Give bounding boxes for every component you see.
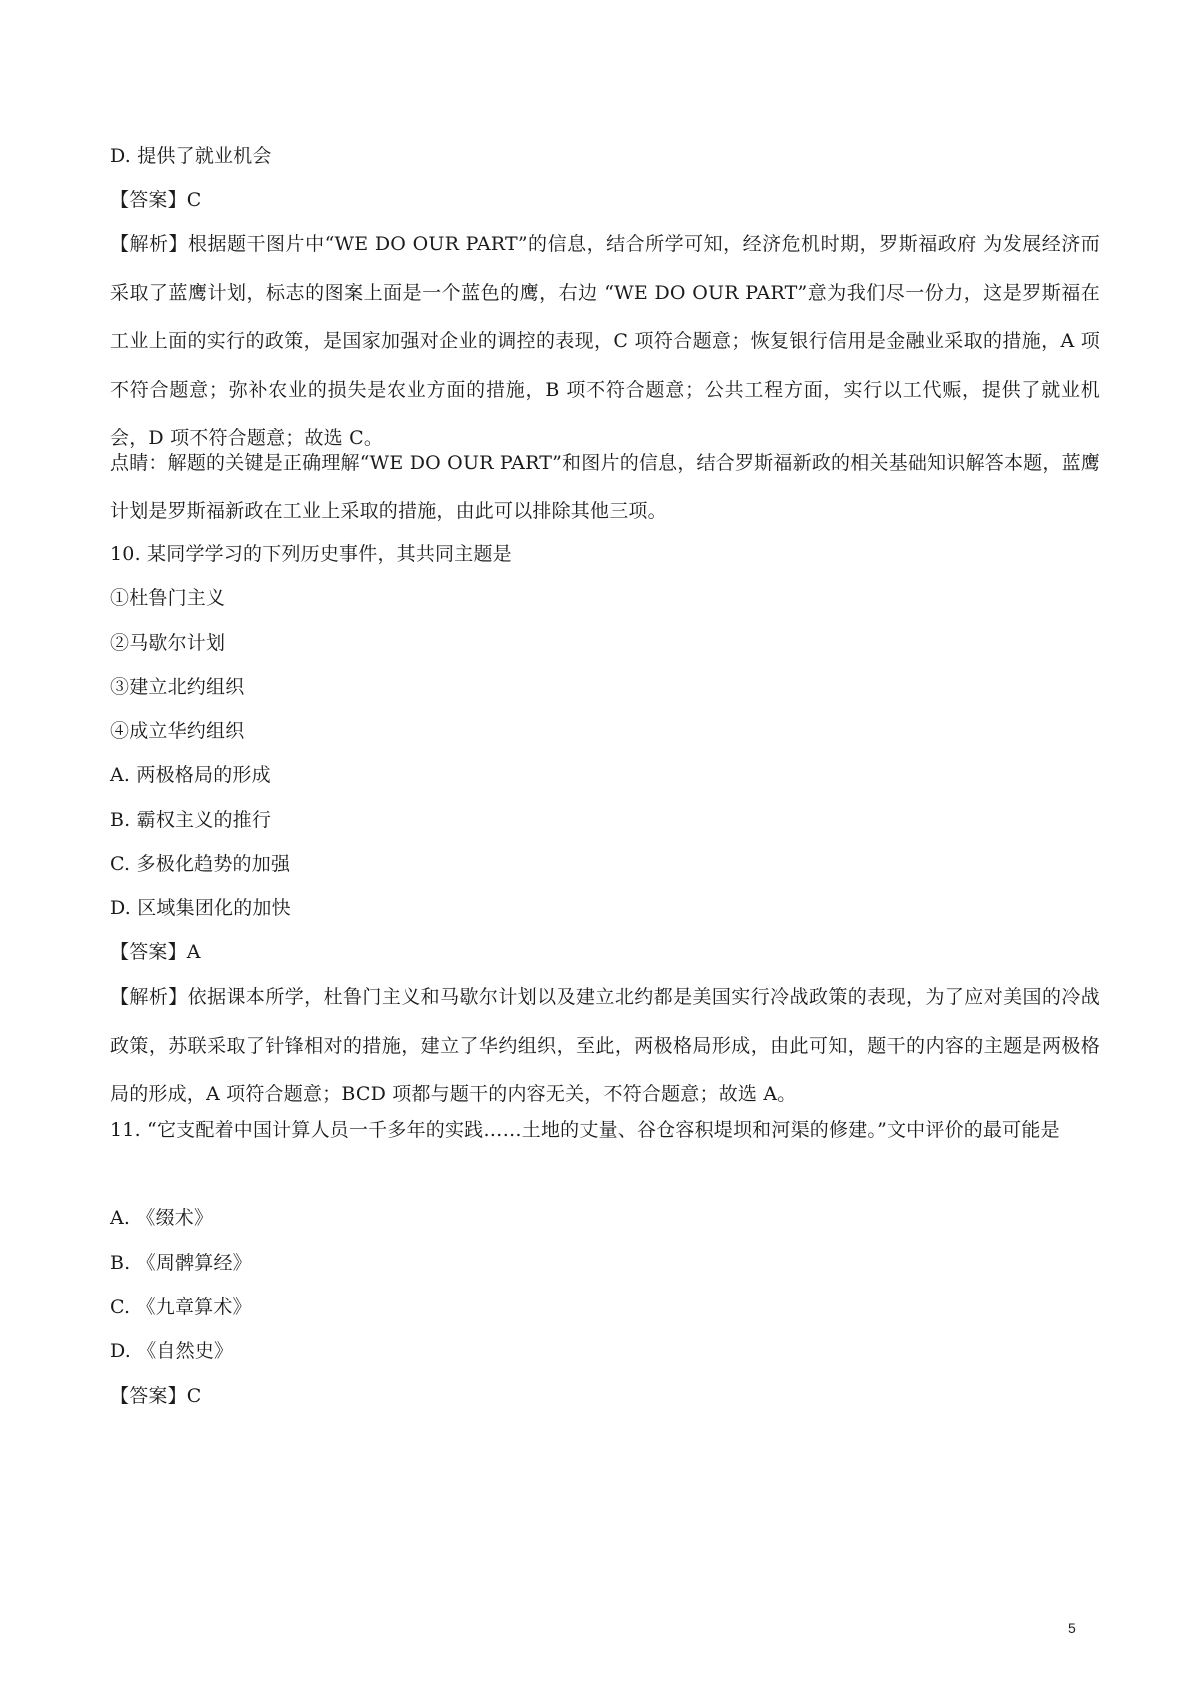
q10-option-a: A. 两极格局的形成 bbox=[110, 764, 271, 786]
q10-answer: 【答案】A bbox=[110, 941, 201, 963]
q10-option-b: B. 霸权主义的推行 bbox=[110, 809, 272, 831]
q9-option-d: D. 提供了就业机会 bbox=[110, 145, 272, 167]
q11-option-a: A. 《缀术》 bbox=[110, 1207, 214, 1229]
q11-option-c: C. 《九章算术》 bbox=[110, 1296, 252, 1318]
q9-tip: 点睛：解题的关键是正确理解“WE DO OUR PART”和图片的信息，结合罗斯福新政的相关基础知识解答本题，蓝鹰计划是罗斯福新政在工业上采取的措施，由此可以排除其他三项。 bbox=[110, 452, 1100, 522]
q10-option-c: C. 多极化趋势的加强 bbox=[110, 853, 291, 875]
q9-answer: 【答案】C bbox=[110, 189, 202, 211]
q10-item-3: ③建立北约组织 bbox=[110, 676, 245, 698]
q10-item-2: ②马歇尔计划 bbox=[110, 632, 226, 654]
q10-stem: 10. 某同学学习的下列历史事件，其共同主题是 bbox=[110, 543, 512, 565]
q11-option-b: B. 《周髀算经》 bbox=[110, 1252, 252, 1274]
q11-stem: 11. “它支配着中国计算人员一千多年的实践……土地的丈量、谷仓容积堤坝和河渠的修建。”文中评价的最可能是 bbox=[110, 1119, 1060, 1141]
q10-analysis: 【解析】依据课本所学，杜鲁门主义和马歇尔计划以及建立北约都是美国实行冷战政策的表现，为了应对美国的冷战政策，苏联采取了针锋相对的措施，建立了华约组织，至此，两极格局形成，由此可知，题干的内容的主题是两极格局的形成，A 项符合题意；BCD 项都与题干的内容无关，不符合题意；故选 A。 bbox=[110, 986, 1100, 1105]
q11-option-d: D. 《自然史》 bbox=[110, 1340, 234, 1362]
page-number: 5 bbox=[1068, 1620, 1076, 1636]
document-page bbox=[110, 0, 1100, 1698]
q10-item-4: ④成立华约组织 bbox=[110, 720, 245, 742]
q10-option-d: D. 区域集团化的加快 bbox=[110, 897, 291, 919]
q10-item-1: ①杜鲁门主义 bbox=[110, 587, 226, 609]
q11-answer: 【答案】C bbox=[110, 1385, 202, 1407]
q9-analysis: 【解析】根据题干图片中“WE DO OUR PART”的信息，结合所学可知，经济危机时期，罗斯福政府 为发展经济而采取了蓝鹰计划，标志的图案上面是一个蓝色的鹰，右边 “WE DO OUR PART”意为我们尽一份力，这是罗斯福在工业上面的实行的政策，是国家加强对企业的调控的表现，C 项符合题意；恢复银行信用是金融业采取的措施，A 项不符合题意；弥补农业的损失是农业方面的措施，B 项不符合题意；公共工程方面，实行以工代赈，提供了就业机会，D 项不符合题意；故选 C。 bbox=[110, 233, 1100, 449]
